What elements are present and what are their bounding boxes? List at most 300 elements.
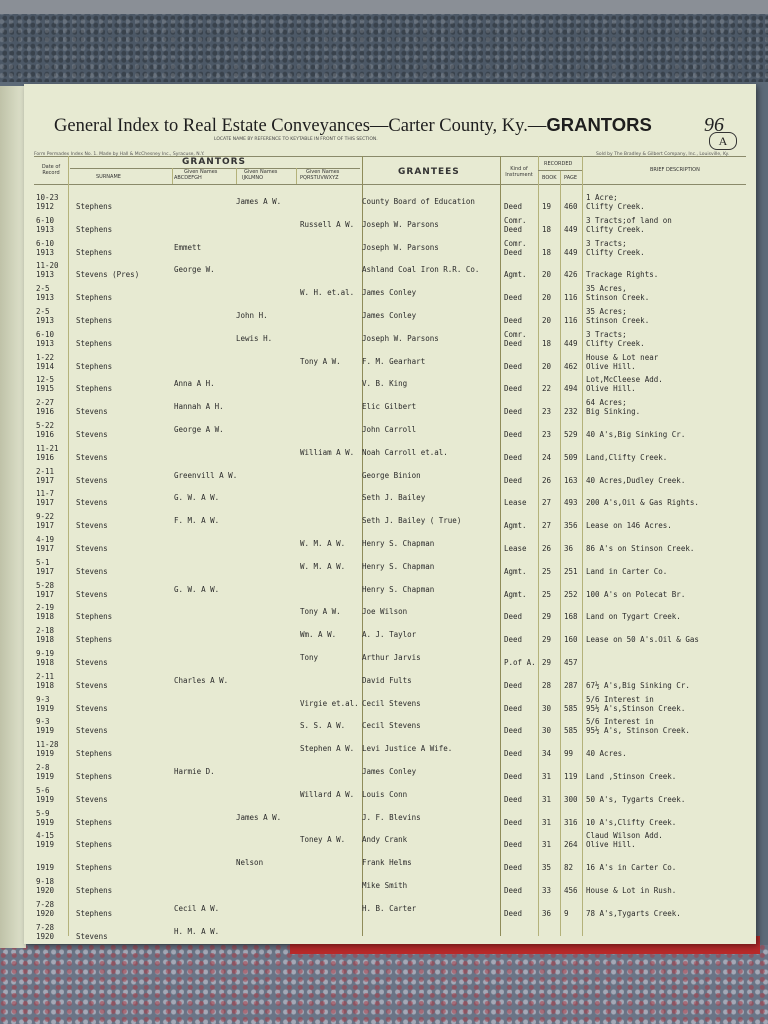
surname: Stevens [76,703,108,713]
carpet-background-top [0,0,768,82]
date-year: 1917 [36,521,55,531]
grantee: Noah Carroll et.al. [362,447,448,457]
book-number: 35 [542,863,552,873]
book-number: 31 [542,772,552,781]
book-number: 29 [542,658,552,667]
surname: Stephens [76,293,113,303]
book-number: 18 [542,247,552,257]
instrument-kind: Deed [504,749,523,759]
grantee: Joseph W. Parsons [362,242,439,252]
date-day: 5-22 [36,421,55,430]
page-number-cell: 449 [564,338,578,348]
description-line-1: 3 Tracts; [586,329,627,339]
instrument-kind: Deed [504,703,523,713]
date-year: 1919 [36,703,55,713]
date-day: 2-19 [36,603,55,613]
page-number-cell: 116 [564,316,578,325]
date-day: 4-15 [36,831,55,841]
surname: Stevens [76,452,108,462]
instrument-kind: Deed [504,407,523,417]
date-year: 1919 [36,749,55,759]
date-year: 1916 [36,452,55,462]
sold-note: Sold by The Bradley & Gilbert Company, Inc., Louisville, Ky. [596,152,730,157]
surname: Stephens [76,635,113,645]
date-year: 1917 [36,544,55,553]
page-number: 96 [704,114,724,136]
surname: Stephens [76,749,113,759]
given-name-a-h: F. M. A W. [174,516,220,526]
surname: Stevens [76,794,108,804]
grantee: J. F. Blevins [362,812,421,822]
instrument-kind: Deed [504,840,523,850]
given-name-i-o: Nelson [236,858,264,868]
column-rule [172,168,173,184]
given-name-a-h: H. M. A W. [174,926,220,936]
page-number-cell: 356 [564,521,578,531]
grantee: A. J. Taylor [362,630,417,640]
surname: Stevens [76,680,108,690]
book-number: 36 [542,908,552,918]
given-name-p-z: Tony A W. [300,356,341,366]
given-name-a-h: Cecil A W. [174,903,220,913]
book-number: 20 [542,316,552,325]
grantee: James Conley [362,311,417,320]
date-year: 1913 [36,224,55,234]
ledger-page [24,84,756,944]
book-header: BOOK [542,175,557,181]
instrument-kind: Deed [504,908,523,918]
description-line-1: Lot,McCleese Add. [586,375,663,385]
grantee: Louis Conn [362,789,408,799]
header-bottom-rule [34,184,746,185]
date-day: 2-5 [36,284,50,294]
surname: Stevens [76,726,108,736]
given-name-p-z: W. M. A W. [300,539,346,548]
given-name-p-z: W. H. et.al. [300,288,355,298]
grantee: F. M. Gearhart [362,356,426,366]
date-day: 9-3 [36,694,50,704]
book-number: 22 [542,384,552,394]
instrument-kind: Deed [504,635,523,645]
description-line-2: 100 A's on Polecat Br. [586,589,686,599]
page-number-cell: 457 [564,658,578,667]
date-year: 1918 [36,612,55,622]
book-number: 23 [542,407,552,417]
grantee: Henry S. Chapman [362,539,435,548]
date-day: 11-28 [36,740,59,750]
description-line-1: House & Lot near [586,352,659,362]
description-line-1: 1 Acre; [586,193,618,202]
description-line-2: 50 A's, Tygarts Creek. [586,794,686,804]
given-name-i-o: James A W. [236,812,282,822]
date-year: 1917 [36,589,55,599]
surname: Stevens [76,566,108,576]
page-number-cell: 252 [564,589,578,599]
date-year: 1920 [36,886,55,895]
page-number-cell: 168 [564,612,578,622]
description-line-2: 67½ A's,Big Sinking Cr. [586,680,690,690]
page-number-cell: 99 [564,749,574,759]
description-line-2: Olive Hill. [586,361,636,371]
book-number: 20 [542,293,552,303]
description-line-2: Trackage Rights. [586,270,659,280]
date-day: 2-8 [36,763,50,772]
grantee: Seth J. Bailey ( True) [362,516,462,526]
page-number-cell: 264 [564,840,578,850]
given-name-p-z: Wm. A W. [300,630,337,640]
instrument-kind: Agmt. [504,589,527,599]
given-name-a-h: G. W. A W. [174,584,220,594]
given-name-p-z: S. S. A W. [300,721,346,731]
grantee: Elic Gilbert [362,402,417,412]
description-line-2: Lease on 50 A's.Oil & Gas [586,635,699,645]
description-line-1: 5/6 Interest in [586,694,654,704]
book-number: 18 [542,338,552,348]
instrument-kind: Deed [504,361,523,371]
date-year: 1917 [36,475,55,485]
given-name-p-z: W. M. A W. [300,561,346,571]
column-rule [296,168,297,184]
description-line-2: Stinson Creek. [586,293,650,303]
grantee: Mike Smith [362,881,408,890]
facing-page-edge [0,86,26,948]
book-number: 26 [542,544,552,553]
page-number-cell: 426 [564,270,578,280]
given-name-a-h: Harmie D. [174,767,215,776]
description-line-2: Stinson Creek. [586,316,650,325]
book-number: 29 [542,612,552,622]
page-number-cell: 160 [564,635,578,645]
page-number-cell: 119 [564,772,578,781]
given-name-a-h: George A W. [174,425,224,434]
book-number: 33 [542,886,552,895]
page-number-cell: 529 [564,430,578,439]
date-year: 1919 [36,863,55,873]
date-year: 1919 [36,794,55,804]
book-number: 25 [542,589,552,599]
surname: Stephens [76,886,113,895]
description-line-1: 64 Acres; [586,398,627,408]
date-day: 2-5 [36,307,50,316]
surname: Stephens [76,316,113,325]
page-number-cell: 232 [564,407,578,417]
column-rule [538,156,539,936]
description-line-2: 86 A's on Stinson Creek. [586,544,695,553]
description-line-2: Clifty Creek. [586,338,645,348]
instrument-kind: Agmt. [504,521,527,531]
book-number: 31 [542,794,552,804]
description-line-2: 10 A's,Clifty Creek. [586,817,677,827]
date-year: 1916 [36,407,55,417]
instrument-kind: Deed [504,772,523,781]
surname: Stephens [76,384,113,394]
surname-header: SURNAME [96,174,121,180]
date-year: 1913 [36,247,55,257]
description-line-2: Lease on 146 Acres. [586,521,672,531]
date-year: 1917 [36,566,55,576]
book-number: 30 [542,703,552,713]
description-line-2: Olive Hill. [586,384,636,394]
date-day: 9-18 [36,877,55,886]
date-year: 1920 [36,931,55,941]
column-rule [500,156,501,936]
page-number-cell: 316 [564,817,578,827]
given-name-p-z: William A W. [300,447,355,457]
instrument-kind: Deed [504,202,523,211]
date-day: 9-22 [36,512,55,522]
date-year: 1912 [36,202,55,211]
date-day: 9-3 [36,717,50,727]
instrument-kind: Deed [504,612,523,622]
book-number: 27 [542,521,552,531]
page-number-cell: 300 [564,794,578,804]
date-day: 6-10 [36,215,55,225]
column-rule [582,156,583,936]
column-rule [236,168,237,184]
date-day: 9-19 [36,649,55,658]
description-line-1: 35 Acres; [586,307,627,316]
grantee: Henry S. Chapman [362,561,435,571]
given-name-p-z: Willard A W. [300,789,355,799]
grantee: James Conley [362,767,417,776]
grantee: Levi Justice A Wife. [362,744,453,754]
description-line-2: 40 A's,Big Sinking Cr. [586,430,686,439]
date-day: 1-22 [36,352,55,362]
instrument-kind: Lease [504,498,527,508]
date-year: 1918 [36,680,55,690]
grantees-header: GRANTEES [398,167,460,177]
page-number-cell: 456 [564,886,578,895]
book-number: 31 [542,840,552,850]
column-rule [560,170,561,936]
grantee: James Conley [362,288,417,298]
grantee: David Fults [362,675,412,685]
surname: Stephens [76,840,113,850]
date-day: 5-9 [36,808,50,818]
column-rule [68,156,69,936]
date-day: 7-28 [36,922,55,932]
given-name-a-h: Anna A H. [174,379,215,389]
grantee: John Carroll [362,425,417,434]
instrument-kind: Deed [504,452,523,462]
grantee: Joseph W. Parsons [362,333,439,343]
surname: Stephens [76,224,113,234]
description-line-2: Clifty Creek. [586,247,645,257]
description-line-2: Clifty Creek. [586,202,645,211]
given-name-a-h: Emmett [174,242,202,252]
date-day: 6-10 [36,329,55,339]
instrument-kind: Deed [504,863,523,873]
grantee: Cecil Stevens [362,698,421,708]
book-number: 18 [542,224,552,234]
given-name-a-h: G. W. A W. [174,493,220,503]
given-name-a-h: Charles A W. [174,675,229,685]
date-year: 1917 [36,498,55,508]
instrument-kind: Deed [504,293,523,303]
date-year: 1919 [36,840,55,850]
date-day: 2-27 [36,398,55,408]
page-number-cell: 36 [564,544,574,553]
grantee: Andy Crank [362,835,408,845]
description-line-2: Land in Carter Co. [586,566,668,576]
given-name-p-z: Virgie et.al. [300,698,359,708]
grantee: Joe Wilson [362,607,408,617]
given-name-a-h: Hannah A H. [174,402,224,412]
description-line-2: 78 A's,Tygarts Creek. [586,908,681,918]
grantee: Arthur Jarvis [362,653,421,662]
form-note: Form Permadex Index No. 1. Made by Hall & McChesney Inc., Syracuse, N.Y. [34,152,205,157]
instrument-kind: Deed [504,680,523,690]
book-number: 30 [542,726,552,736]
description-line-1: 5/6 Interest in [586,717,654,727]
book-number: 20 [542,270,552,280]
page-number-cell: 462 [564,361,578,371]
book-number: 24 [542,452,552,462]
date-year: 1919 [36,772,55,781]
date-year: 1916 [36,430,55,439]
description-line-2: House & Lot in Rush. [586,886,677,895]
surname: Stevens [76,931,108,941]
grantee: George Binion [362,470,421,480]
table-edge [0,0,768,14]
instrument-prefix: Comr. [504,329,527,339]
surname: Stephens [76,338,113,348]
book-number: 25 [542,566,552,576]
grantee: Seth J. Bailey [362,493,426,503]
page-number-cell: 116 [564,293,578,303]
book-number: 29 [542,635,552,645]
date-day: 11-7 [36,489,55,499]
given-names-header-2: Given Names [244,169,278,175]
description-line-1: Claud Wilson Add. [586,831,663,841]
recorded-rule [538,170,582,171]
surname: Stevens [76,589,108,599]
surname: Stephens [76,772,113,781]
given-name-a-h: George W. [174,265,215,275]
description-line-2: Clifty Creek. [586,224,645,234]
recorded-header: RECORDED [544,161,573,167]
surname: Stephens [76,247,113,257]
instrument-prefix: Comr. [504,238,527,248]
locate-note: LOCATE NAME BY REFERENCE TO KEYTABLE IN FRONT OF THIS SECTION. [214,137,378,142]
date-year: 1913 [36,338,55,348]
grantors-header: GRANTORS [182,157,247,167]
instrument-kind: Deed [504,338,523,348]
given-names-header-3: Given Names [306,169,340,175]
date-year: 1913 [36,270,55,280]
given-name-p-z: Russell A W. [300,219,355,229]
instrument-kind: P.of A. [504,658,536,667]
instrument-kind: Deed [504,886,523,895]
book-number: 28 [542,680,552,690]
surname: Stevens [76,544,108,553]
description-line-1: 3 Tracts;of land on [586,215,672,225]
page-suffix: A [709,132,737,150]
surname: Stevens [76,407,108,417]
date-year: 1913 [36,293,55,303]
grantee: Cecil Stevens [362,721,421,731]
instrument-kind: Agmt. [504,566,527,576]
surname: Stevens [76,658,108,667]
given-name-i-o: Lewis H. [236,333,273,343]
date-day: 4-19 [36,535,55,544]
page-number-cell: 460 [564,202,578,211]
description-line-2: 16 A's in Carter Co. [586,863,677,873]
given-name-p-z: Tony [300,653,319,662]
date-day: 11-20 [36,261,59,271]
carpet-background-bottom [0,945,768,1024]
description-line-1: 3 Tracts; [586,238,627,248]
page-number-cell: 509 [564,452,578,462]
date-year: 1915 [36,384,55,394]
date-year: 1919 [36,817,55,827]
surname: Stevens [76,498,108,508]
date-year: 1920 [36,908,55,918]
date-day: 10-23 [36,193,59,202]
book-number: 23 [542,430,552,439]
date-year: 1913 [36,316,55,325]
page-number-cell: 287 [564,680,578,690]
book-number: 34 [542,749,552,759]
header-top-rule [34,156,746,157]
surname: Stevens [76,430,108,439]
description-line-2: Land on Tygart Creek. [586,612,681,622]
description-line-2: 95½ A's,Stinson Creek. [586,703,686,713]
given-name-p-z: Stephen A W. [300,744,355,754]
page-number-cell: 585 [564,726,578,736]
given-name-i-o: James A W. [236,197,282,206]
date-day: 12-5 [36,375,55,385]
instrument-kind: Lease [504,544,527,553]
date-day: 2-11 [36,671,55,681]
grantee: Joseph W. Parsons [362,219,439,229]
page-number-cell: 585 [564,703,578,713]
kind-header: Kind of Instrument [505,166,533,178]
date-day: 5-1 [36,557,50,567]
instrument-kind: Deed [504,430,523,439]
instrument-kind: Deed [504,817,523,827]
page-number-cell: 449 [564,247,578,257]
instrument-kind: Agmt. [504,270,527,280]
description-line-2: Land,Clifty Creek. [586,452,668,462]
date-day: 11-21 [36,443,59,453]
description-line-2: 40 Acres. [586,749,627,759]
date-year: 1918 [36,658,55,667]
page-number-cell: 251 [564,566,578,576]
description-line-2: Olive Hill. [586,840,636,850]
date-day: 6-10 [36,238,55,248]
grantee: H. B. Carter [362,903,417,913]
grantee: Ashland Coal Iron R.R. Co. [362,265,480,275]
instrument-kind: Deed [504,475,523,485]
instrument-prefix: Comr. [504,215,527,225]
surname: Stephens [76,817,113,827]
surname: Stephens [76,361,113,371]
date-year: 1914 [36,361,55,371]
page-col-header: PAGE [564,175,578,181]
brief-description-header: BRIEF DESCRIPTION [650,167,700,173]
page-title: General Index to Real Estate Conveyances—Carter County, Ky.—GRANTORS [54,114,652,136]
given-name-i-o: John H. [236,311,268,320]
description-line-2: 40 Acres,Dudley Creek. [586,475,686,485]
instrument-kind: Deed [504,224,523,234]
description-line-1: 35 Acres, [586,284,627,294]
instrument-kind: Deed [504,794,523,804]
surname: Stephens [76,202,113,211]
surname: Stephens [76,863,113,873]
given-name-p-z: Toney A W. [300,835,346,845]
date-day: 2-11 [36,466,55,476]
